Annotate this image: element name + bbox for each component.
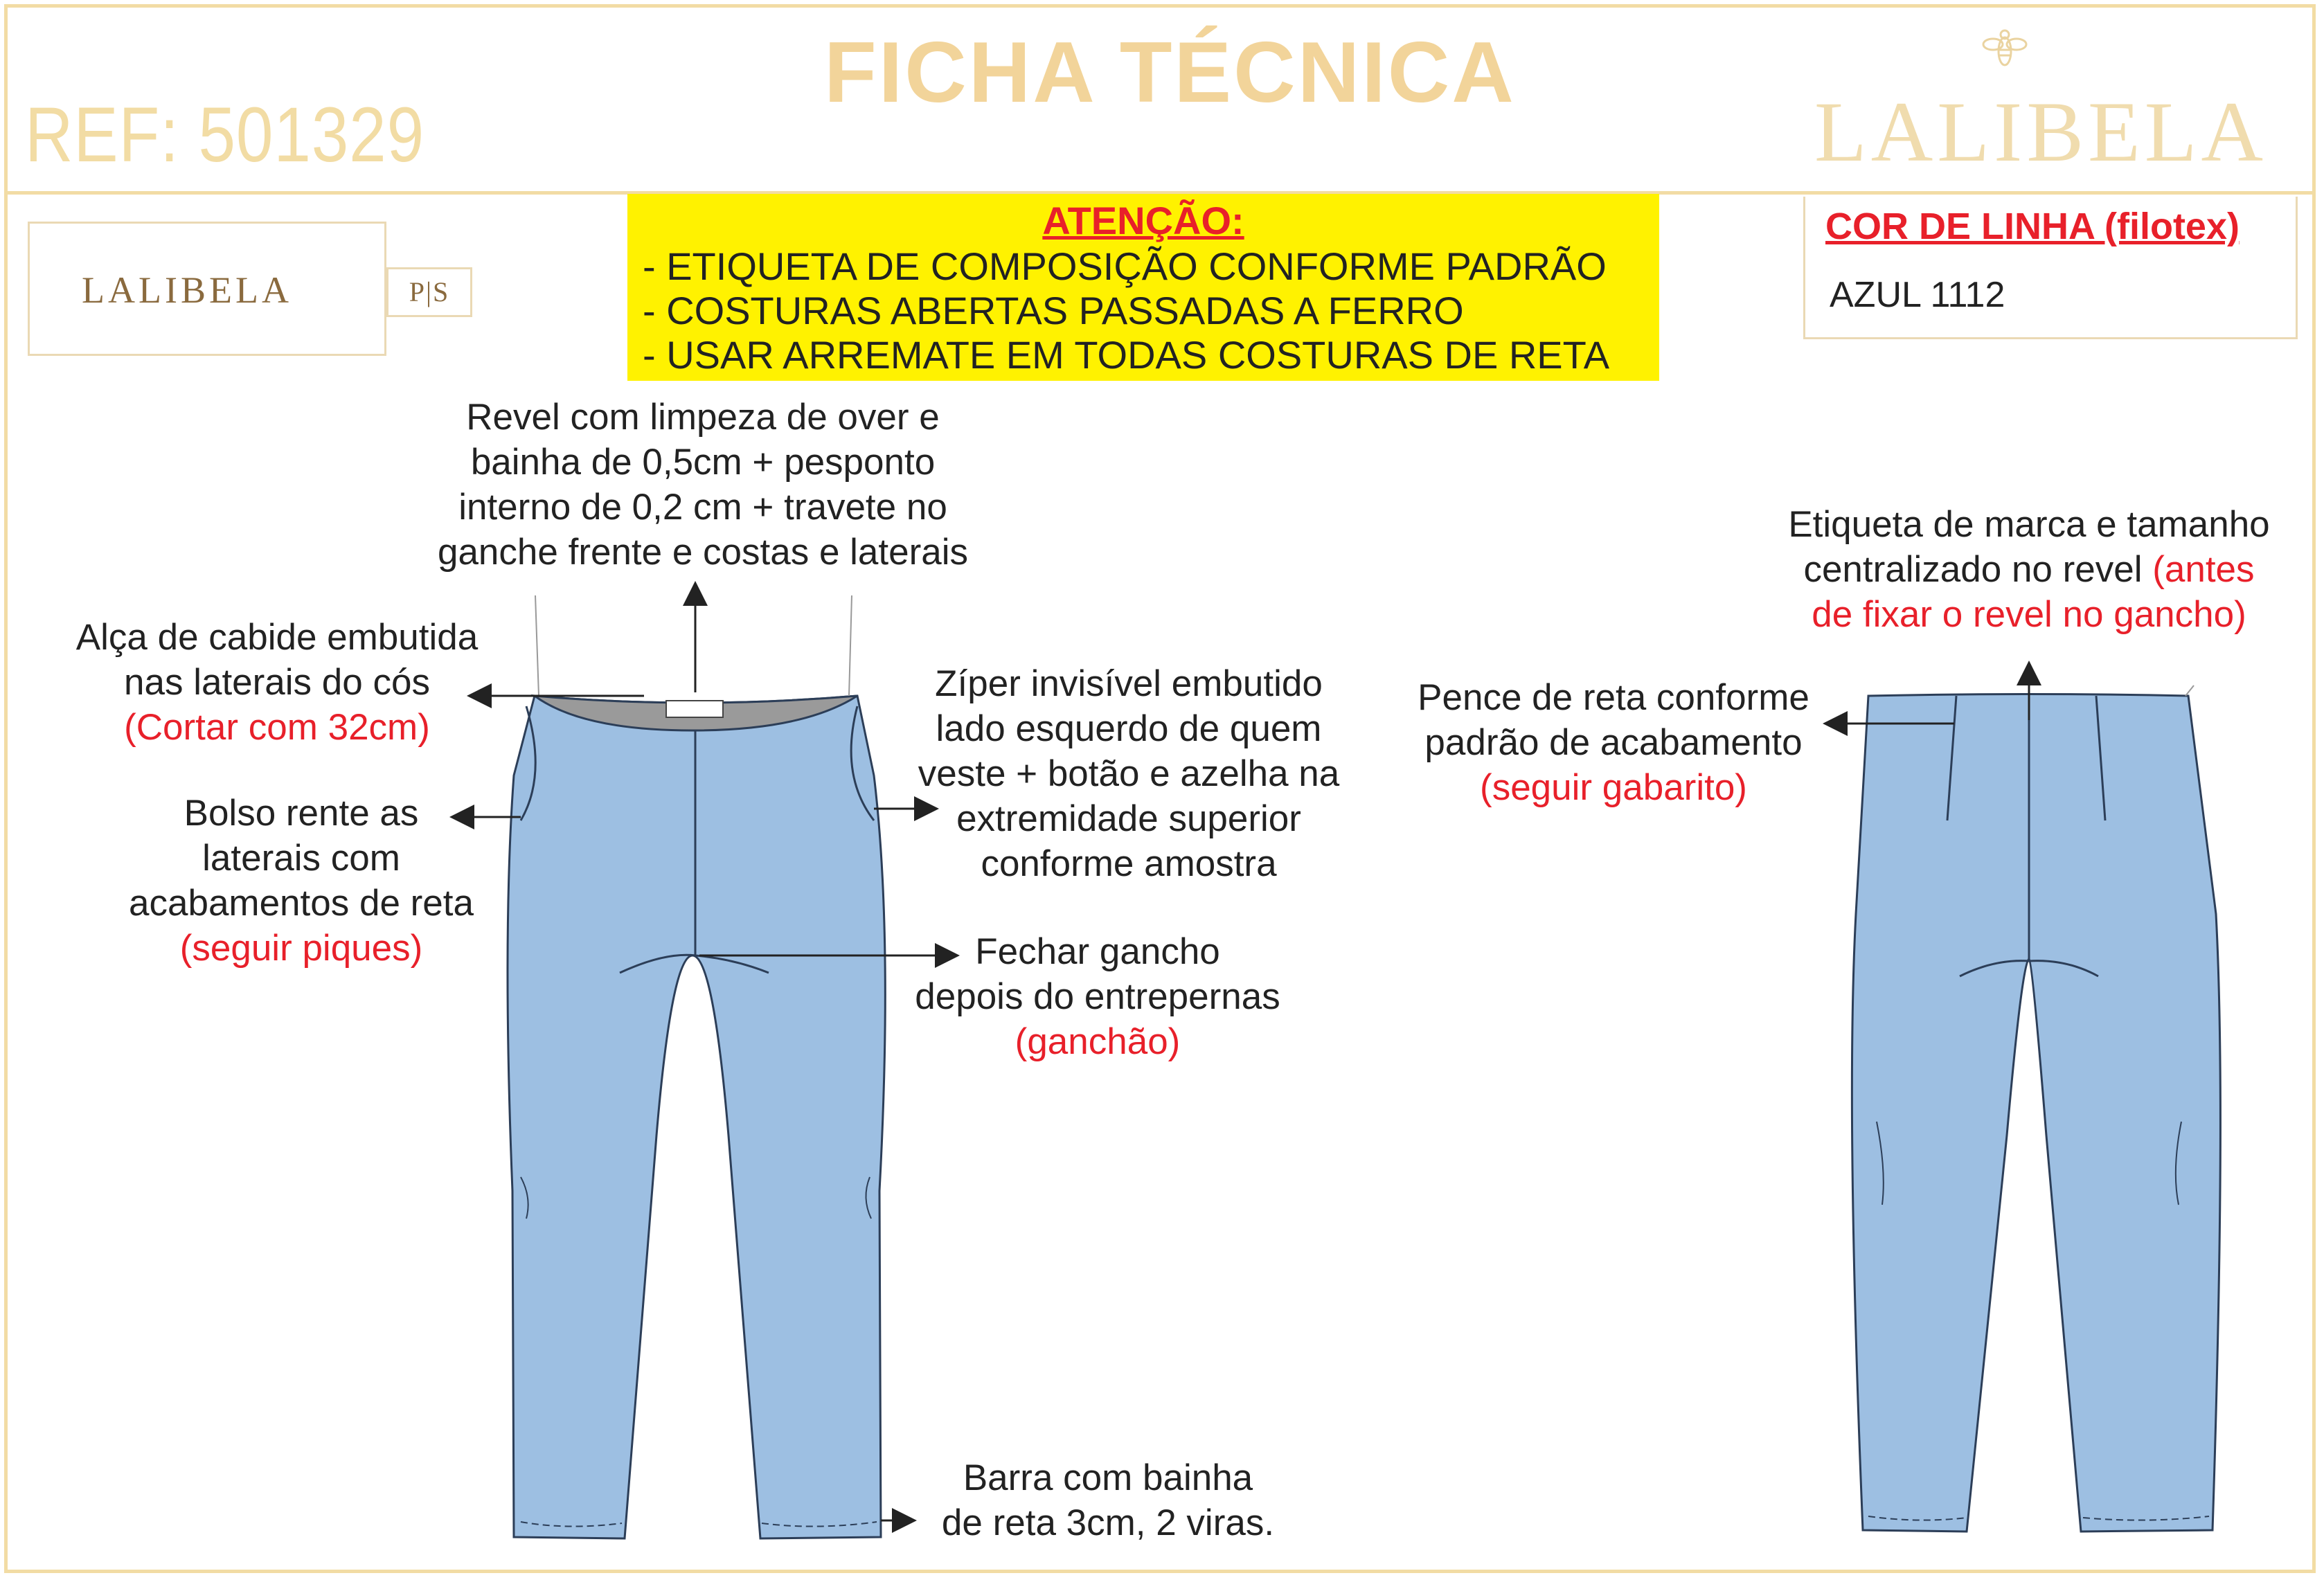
note-line: Fechar gancho — [975, 931, 1220, 972]
note-bolso — [76, 791, 526, 971]
front-pants-drawing — [508, 595, 885, 1538]
note-alca — [35, 615, 519, 750]
reference-number: REF: 501329 — [25, 91, 425, 178]
note-line: Zíper invisível embutido — [935, 663, 1323, 704]
note-line: Pence de reta conforme — [1418, 677, 1809, 718]
note-line: Alça de cabide embutida — [75, 617, 479, 658]
note-red-text: (antes — [2152, 549, 2255, 590]
note-etiqueta — [1745, 502, 2313, 637]
attention-title: ATENÇÃO: — [1042, 199, 1244, 242]
note-line: acabamentos de reta — [129, 883, 474, 924]
back-pants-drawing — [1852, 685, 2220, 1532]
note-red-line: (ganchão) — [1014, 1021, 1181, 1062]
note-line: padrão de acabamento — [1424, 722, 1803, 763]
note-line: de reta 3cm, 2 viras. — [941, 1502, 1275, 1543]
size-label-box: P|S — [386, 267, 472, 317]
note-line: centralizado no revel — [1803, 549, 2153, 590]
note-line: lado esquerdo de quem — [936, 708, 1322, 749]
note-revel — [402, 395, 1004, 575]
attention-line: - COSTURAS ABERTAS PASSADAS A FERRO — [643, 289, 1464, 332]
note-line: nas laterais do cós — [124, 662, 430, 703]
note-line: laterais com — [202, 838, 400, 879]
note-line: Barra com bainha — [963, 1457, 1253, 1498]
attention-line: - USAR ARREMATE EM TODAS COSTURAS DE RETA — [643, 333, 1610, 377]
note-line: depois do entrepernas — [915, 976, 1280, 1017]
note-pence — [1385, 675, 1842, 810]
attention-line: - ETIQUETA DE COMPOSIÇÃO CONFORME PADRÃO — [643, 244, 1607, 288]
note-line: ganche frente e costas e laterais — [437, 532, 968, 573]
note-ziper — [886, 661, 1371, 886]
note-line: extremidade superior — [956, 798, 1301, 839]
brand-label-text: LALIBELA — [82, 269, 292, 311]
note-line: Revel com limpeza de over e — [466, 397, 940, 438]
note-line: bainha de 0,5cm + pesponto — [470, 442, 936, 483]
note-red-line: (Cortar com 32cm) — [124, 707, 430, 748]
note-line: veste + botão e azelha na — [918, 753, 1340, 794]
thread-color-value: AZUL 1112 — [1830, 275, 2005, 315]
thread-color-title: COR DE LINHA (filotex) — [1825, 206, 2240, 247]
note-line: Bolso rente as — [184, 793, 419, 834]
note-red-line: (seguir piques) — [179, 928, 423, 969]
note-red-line: (seguir gabarito) — [1480, 767, 1747, 808]
note-line: conforme amostra — [981, 843, 1277, 884]
note-line: interno de 0,2 cm + travete no — [458, 487, 947, 528]
note-gancho — [886, 929, 1309, 1064]
brand-wordmark: LALIBELA — [1814, 84, 2268, 179]
page-title: FICHA TÉCNICA — [824, 25, 1516, 120]
note-line: Etiqueta de marca e tamanho — [1788, 504, 2270, 545]
note-red-line: de fixar o revel no gancho) — [1812, 594, 2246, 635]
note-barra — [914, 1455, 1302, 1545]
